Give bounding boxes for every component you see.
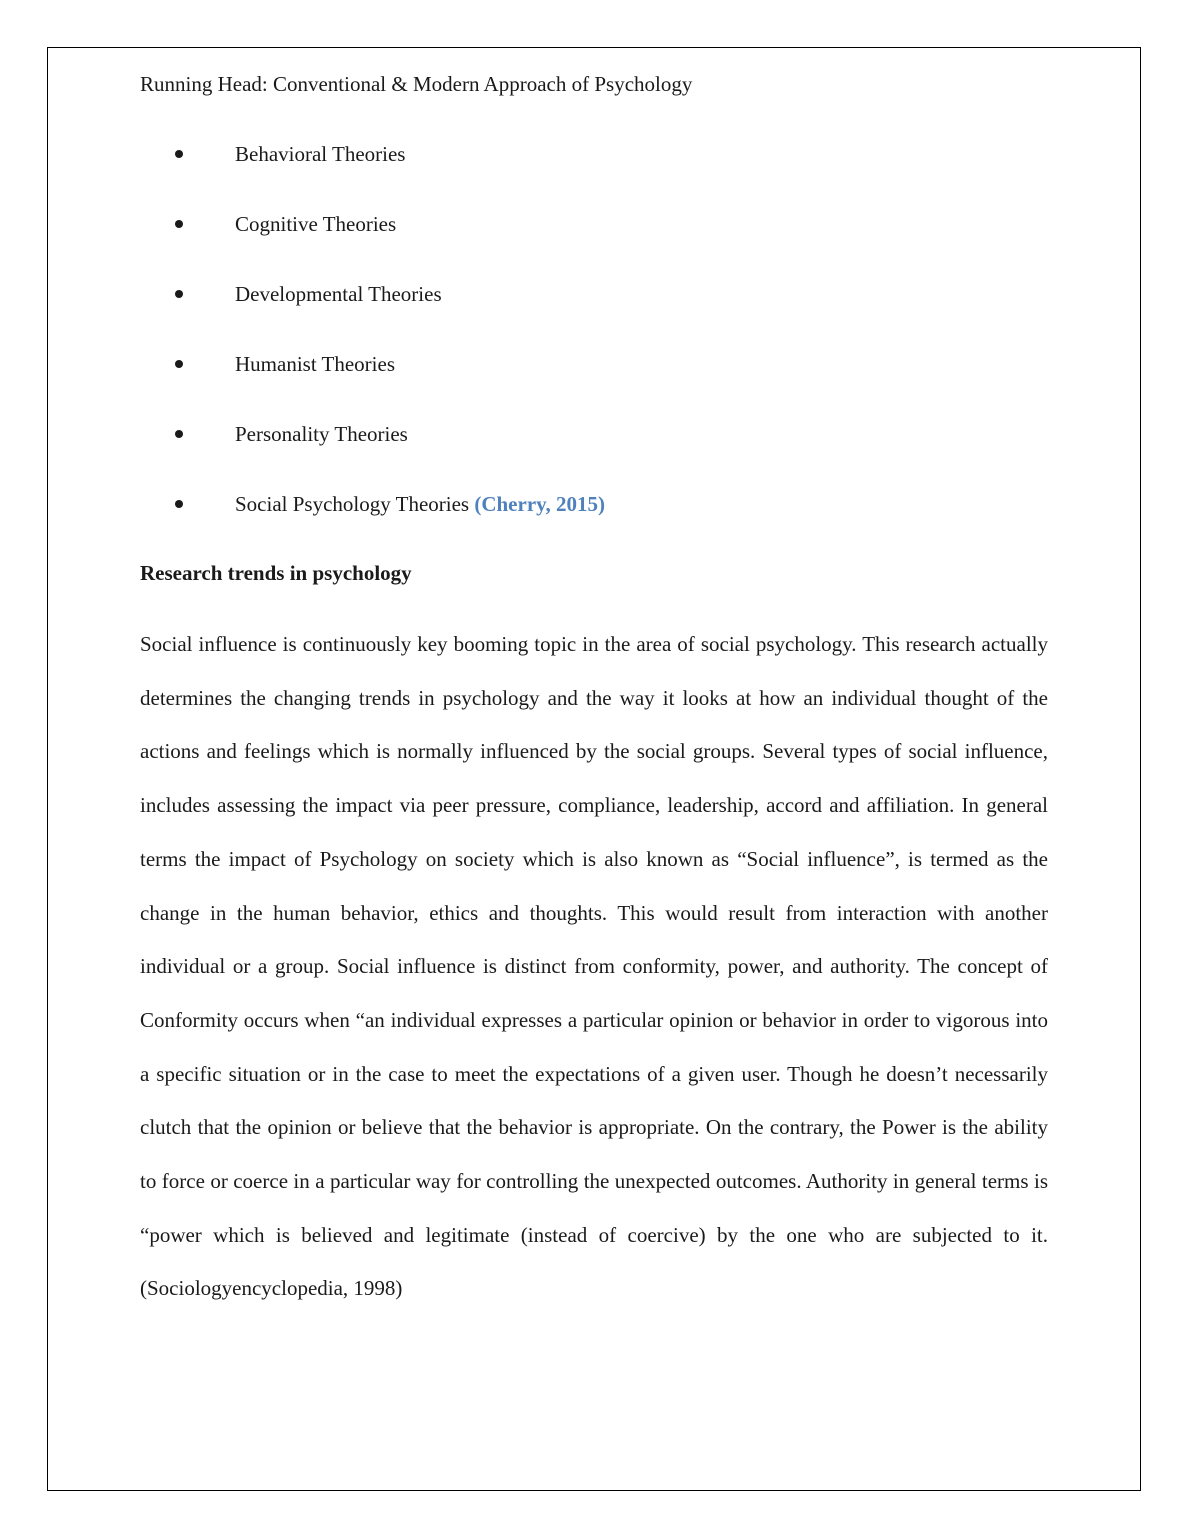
bullet-label: Humanist Theories [235,352,396,376]
bullet-icon [175,150,183,158]
bullet-icon [175,360,183,368]
bullet-label: Cognitive Theories [235,212,397,236]
citation-link: (Cherry, 2015) [474,492,605,516]
body-paragraph: Social influence is continuously key booming topic in the area of social psychology. This research actually determines the changing trends in psychology and the way it looks at how an individual thought of the actions and feelings which is normally influenced by the social groups. Several types of social influence, includes assessing the impact via peer pressure, compliance, leadership, accord and affiliation. In general terms the impact of Psychology on society which is also known as “Social influence”, is termed as the change in the human behavior, ethics and thoughts. This would result from interaction with another individual or a group. Social influence is distinct from conformity, power, and authority. The concept of Conformity occurs when “an individual expresses a particular opinion or behavior in order to vigorous into a specific situation or in the case to meet the expectations of a given user. Though he doesn’t necessarily clutch that the opinion or believe that the behavior is appropriate. On the contrary, the Power is the ability to force or coerce in a particular way for controlling the unexpected outcomes. Authority in general terms is “power which is believed and legitimate (instead of coercive) by the one who are subjected to it. (Sociologyencyclopedia, 1998) [140,632,1048,1301]
bullet-icon [175,290,183,298]
bullet-text [235,280,442,308]
bullet-icon [175,500,183,508]
bullet-text [235,350,395,378]
bullet-icon [175,220,183,228]
running-head: Running Head: Conventional & Modern Approach of Psychology [140,72,693,96]
bullet-text [235,490,605,518]
bullet-label: Social Psychology Theories [235,492,475,516]
bullet-label: Personality Theories [235,422,408,446]
bullet-label: Developmental Theories [235,282,442,306]
bullet-text [235,210,396,238]
section-heading: Research trends in psychology [140,561,412,585]
bullet-label: Behavioral Theories [235,142,406,166]
bullet-icon [175,430,183,438]
bullet-text [235,140,405,168]
bullet-text [235,420,408,448]
